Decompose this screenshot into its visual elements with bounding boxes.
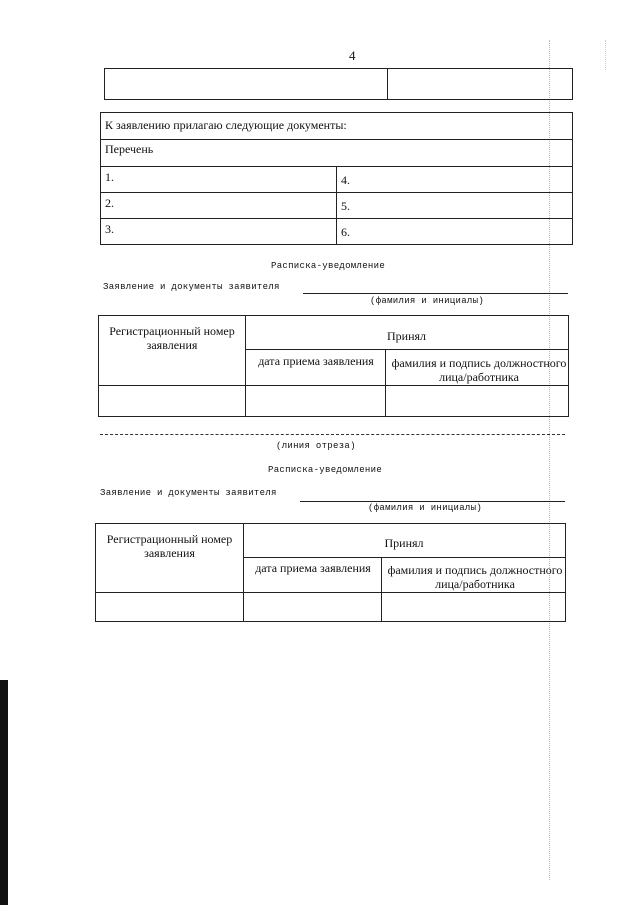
applicant-line-hint: (фамилия и инициалы) — [368, 503, 483, 513]
receipt-title: Расписка-уведомление — [271, 261, 386, 271]
receipt-table — [98, 315, 569, 417]
applicant-line-hint: (фамилия и инициалы) — [370, 296, 485, 306]
list-item: 1. — [105, 170, 114, 184]
applicant-name-line — [300, 501, 565, 502]
list-item: 4. — [341, 173, 350, 187]
list-item: 2. — [105, 196, 114, 210]
top-table — [104, 68, 573, 100]
date-header: дата приема заявления — [258, 354, 374, 368]
list-item: 5. — [341, 199, 350, 213]
list-item: 6. — [341, 225, 350, 239]
applicant-name-line — [303, 293, 568, 294]
applicant-line-label: Заявление и документы заявителя — [100, 488, 277, 498]
attachments-table — [100, 112, 573, 245]
signature-header: фамилия и подпись должностного лица/работника — [391, 356, 567, 384]
receipt-title: Расписка-уведомление — [268, 465, 383, 475]
signature-header: фамилия и подпись должностного лица/работника — [387, 563, 563, 591]
attachments-heading: К заявлению прилагаю следующие документы: — [105, 118, 347, 132]
date-header: дата приема заявления — [255, 561, 371, 575]
list-label: Перечень — [105, 142, 154, 156]
cut-line-label: (линия отреза) — [276, 441, 356, 451]
receipt-table — [95, 523, 566, 622]
reg-number-header: Регистрационный номер заявления — [109, 324, 235, 352]
scan-edge-shadow — [0, 680, 8, 905]
page-number: 4 — [349, 48, 356, 63]
reg-number-header: Регистрационный номер заявления — [106, 532, 233, 560]
scan-artifact-line — [605, 40, 606, 70]
list-item: 3. — [105, 222, 114, 236]
cut-line — [100, 434, 565, 435]
accepted-header: Принял — [386, 329, 427, 343]
accepted-header: Принял — [384, 536, 424, 550]
applicant-line-label: Заявление и документы заявителя — [103, 282, 280, 292]
